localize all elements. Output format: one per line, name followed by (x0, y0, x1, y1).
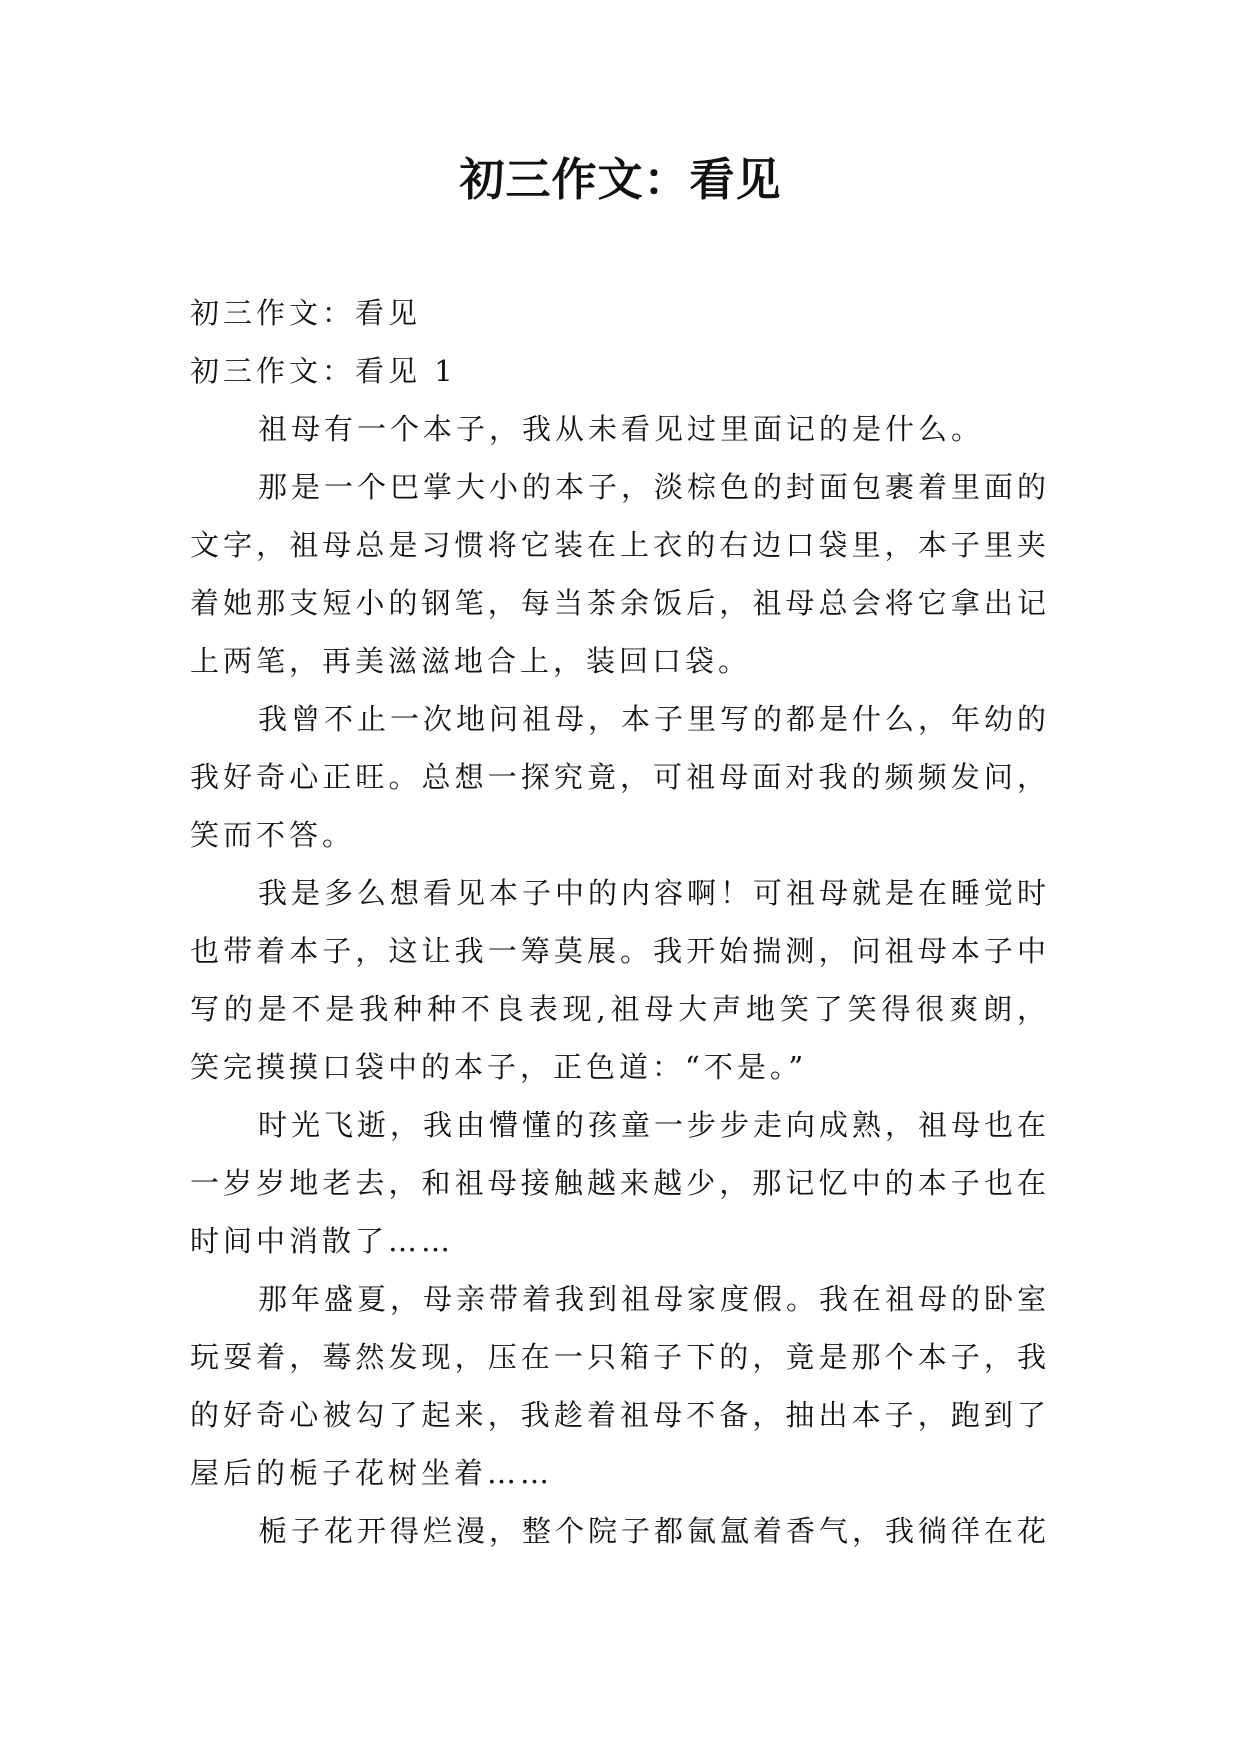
paragraph: 栀子花开得烂漫，整个院子都氤氲着香气，我徜徉在花 (258, 1514, 1051, 1548)
paragraph: 祖母有一个本子，我从未看见过里面记的是什么。 (258, 412, 985, 446)
paragraph: 那年盛夏，母亲带着我到祖母家度假。我在祖母的卧室玩耍着，蓦然发现，压在一只箱子下的，竟是那个本子，我的好奇心被勾了起来，我趁着祖母不备，抽出本子，跑到了屋后的栀子花树坐着…… (190, 1282, 1051, 1490)
section-heading: 初三作文：看见 1 (190, 354, 457, 388)
document-title: 初三作文：看见 (459, 153, 782, 206)
paragraph: 我是多么想看见本子中的内容啊！可祖母就是在睡觉时也带着本子，这让我一筹莫展。我开始揣测，问祖母本子中写的是不是我种种不良表现,祖母大声地笑了笑得很爽朗，笑完摸摸口袋中的本子，正色道：“不是。” (190, 876, 1051, 1084)
subtitle-line: 初三作文：看见 (190, 296, 422, 330)
paragraph: 我曾不止一次地问祖母，本子里写的都是什么，年幼的我好奇心正旺。总想一探究竟，可祖母面对我的频频发问，笑而不答。 (190, 702, 1051, 852)
paragraph: 那是一个巴掌大小的本子，淡棕色的封面包裹着里面的文字，祖母总是习惯将它装在上衣的右边口袋里，本子里夹着她那支短小的钢笔，每当茶余饭后，祖母总会将它拿出记上两笔，再美滋滋地合上，装回口袋。 (190, 470, 1051, 678)
document-body (190, 284, 1050, 1560)
paragraph: 时光飞逝，我由懵懂的孩童一步步走向成熟，祖母也在一岁岁地老去，和祖母接触越来越少，那记忆中的本子也在时间中消散了…… (190, 1108, 1051, 1258)
